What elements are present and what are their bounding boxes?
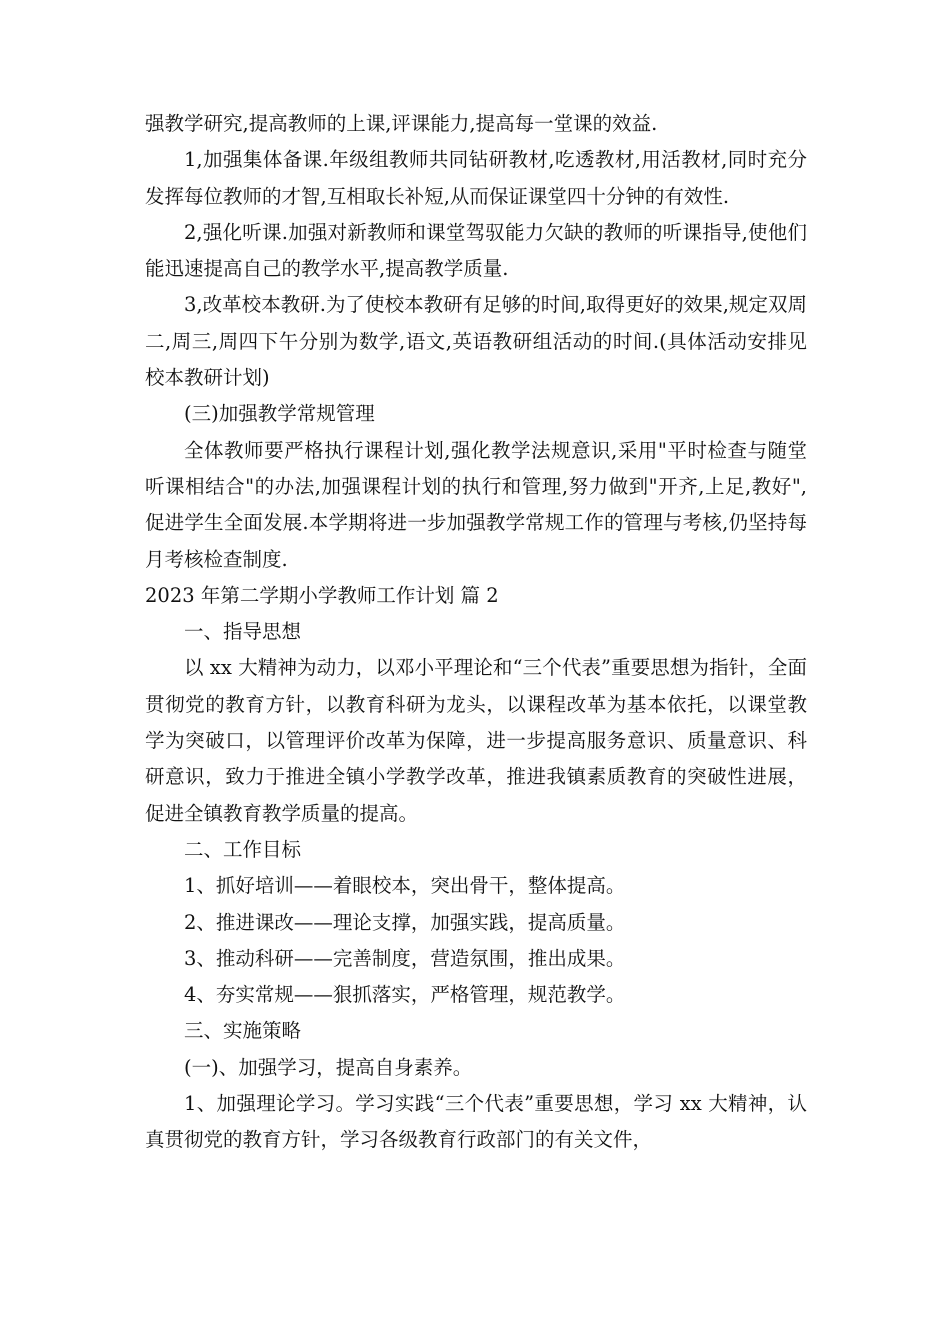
goal-item-1: 1、抓好培训——着眼校本，突出骨干，整体提高。 <box>184 874 626 898</box>
goal-item-4: 4、夯实常规——狠抓落实，严格管理，规范教学。 <box>184 983 626 1007</box>
body-paragraph-1: 强教学研究,提高教师的上课,评课能力,提高每一堂课的效益. <box>145 112 658 135</box>
body-paragraph-5: 全体教师要严格执行课程计划,强化教学法规意识,采用"平时检查与随堂听课相结合"的办法,加强课程计划的执行和管理,努力做到"开齐,上足,教好",促进学生全面发展.本学期将进一步加强教学常规工作的管理与考核,仍坚持每月考核检查制度. <box>145 438 807 571</box>
body-paragraph-ideology: 以 xx 大精神为动力，以邓小平理论和“三个代表”重要思想为指针，全面贯彻党的教育方针，以教育科研为龙头，以课程改革为基本依托，以课堂教学为突破口，以管理评价改革为保障，进一步提高服务意识、质量意识、科研意识，致力于推进全镇小学教学改革，推进我镇素质教育的突破性进展，促进全镇教育教学质量的提高。 <box>145 656 807 825</box>
heading-guiding-ideology: 一、指导思想 <box>184 620 302 644</box>
section-heading-3: (三)加强教学常规管理 <box>184 402 375 426</box>
document-page <box>145 106 807 1159</box>
body-paragraph-3: 2,强化听课.加强对新教师和课堂驾驭能力欠缺的教师的听课指导,使他们能迅速提高自己的教学水平,提高教学质量. <box>145 220 807 281</box>
goal-item-3: 3、推动科研——完善制度，营造氛围，推出成果。 <box>184 946 626 970</box>
body-paragraph-theory-study: 1、加强理论学习。学习实践“三个代表”重要思想，学习 xx 大精神，认真贯彻党的教育方针，学习各级教育行政部门的有关文件， <box>145 1092 807 1152</box>
subheading-strategy-1: (一)、加强学习，提高自身素养。 <box>184 1055 473 1079</box>
heading-work-goals: 二、工作目标 <box>184 837 302 861</box>
body-paragraph-2: 1,加强集体备课.年级组教师共同钻研教材,吃透教材,用活教材,同时充分发挥每位教师的才智,互相取长补短,从而保证课堂四十分钟的有效性. <box>145 148 807 208</box>
heading-strategy: 三、实施策略 <box>184 1019 302 1043</box>
plan-title: 2023 年第二学期小学教师工作计划 篇 2 <box>145 583 499 607</box>
goal-item-2: 2、推进课改——理论支撑，加强实践，提高质量。 <box>184 910 626 934</box>
body-paragraph-4: 3,改革校本教研.为了使校本教研有足够的时间,取得更好的效果,规定双周二,周三,周四下午分别为数学,语文,英语教研组活动的时间.(具体活动安排见校本教研计划) <box>145 293 807 390</box>
